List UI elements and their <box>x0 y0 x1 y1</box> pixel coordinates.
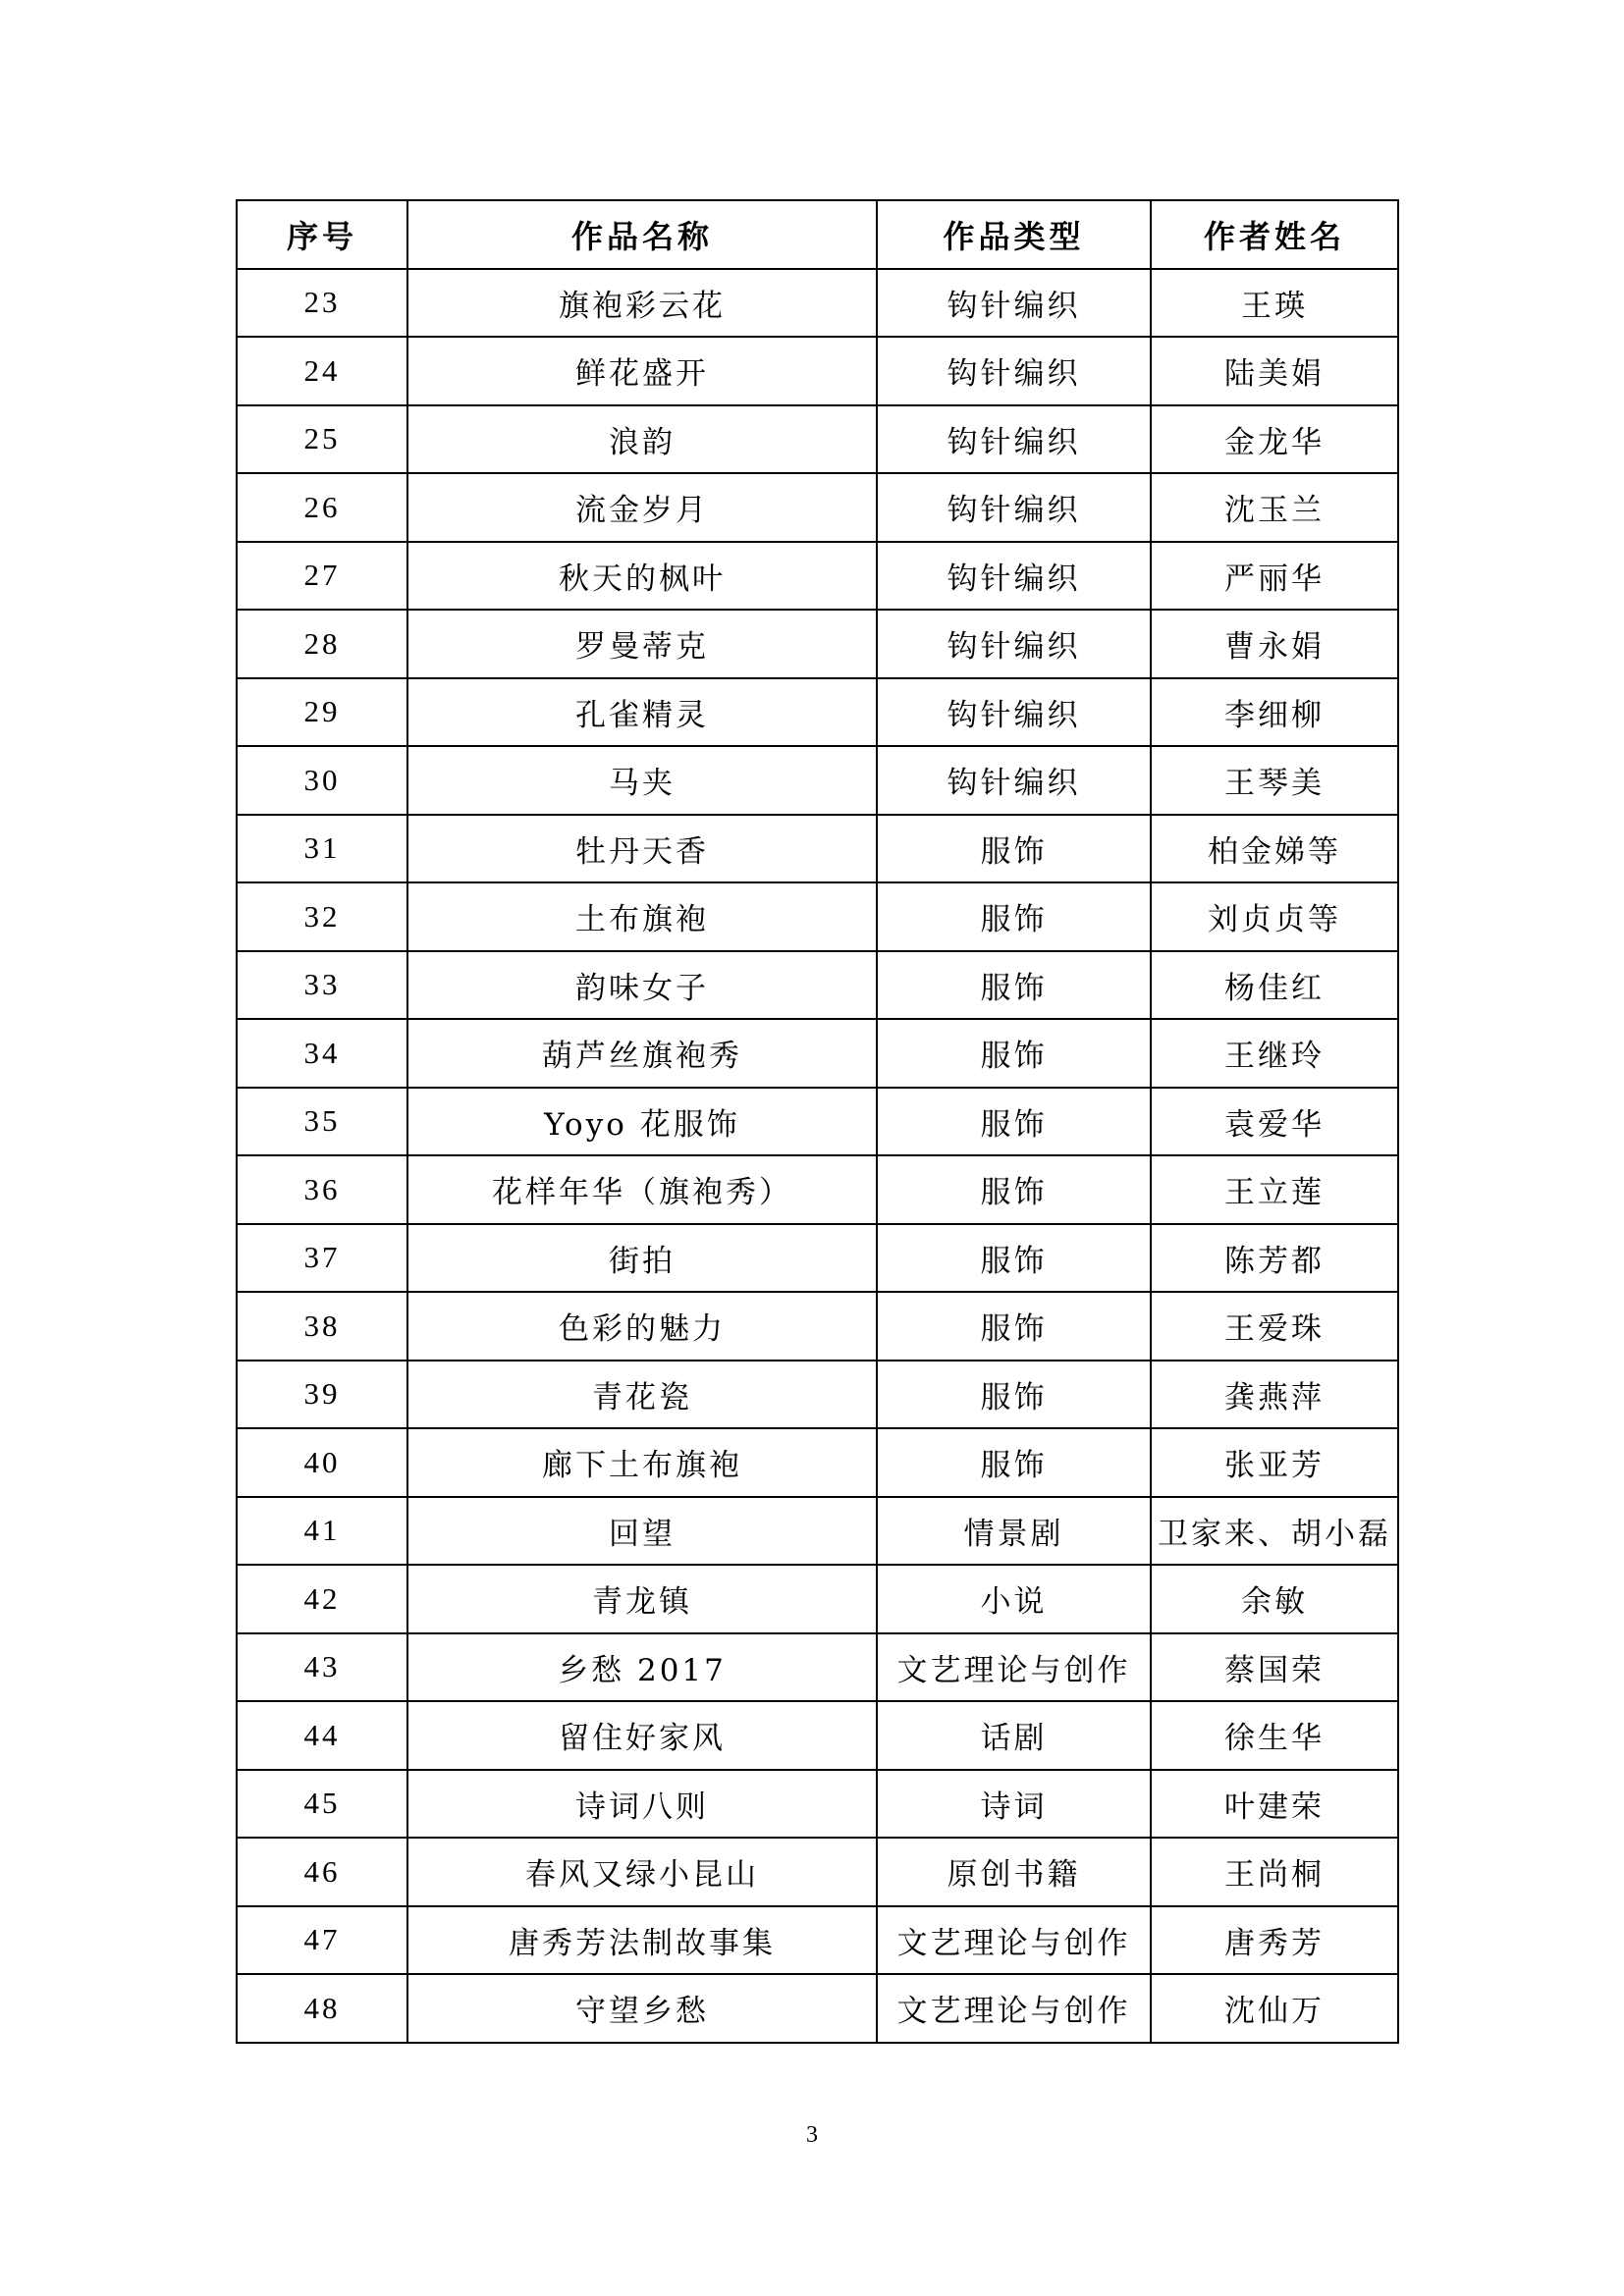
work-type-cell: 服饰 <box>877 1224 1151 1293</box>
work-title-cell: 葫芦丝旗袍秀 <box>407 1019 877 1088</box>
serial-number-cell: 32 <box>237 882 407 951</box>
work-type-cell: 服饰 <box>877 815 1151 883</box>
work-title-cell: 浪韵 <box>407 405 877 474</box>
serial-number-cell: 47 <box>237 1906 407 1975</box>
table-row <box>237 269 1398 338</box>
serial-number-cell: 35 <box>237 1088 407 1156</box>
work-title-cell: 青花瓷 <box>407 1361 877 1429</box>
work-type-cell: 诗词 <box>877 1770 1151 1839</box>
work-type-cell: 服饰 <box>877 1088 1151 1156</box>
table-row <box>237 1155 1398 1224</box>
author-name-cell: 袁爱华 <box>1151 1088 1398 1156</box>
work-type-cell: 文艺理论与创作 <box>877 1633 1151 1702</box>
serial-number-cell: 38 <box>237 1292 407 1361</box>
author-name-cell: 陆美娟 <box>1151 337 1398 405</box>
header-work-type: 作品类型 <box>877 200 1151 269</box>
serial-number-cell: 24 <box>237 337 407 405</box>
work-type-cell: 钩针编织 <box>877 678 1151 747</box>
work-type-cell: 钩针编织 <box>877 269 1151 338</box>
header-serial-number: 序号 <box>237 200 407 269</box>
work-title-cell: 色彩的魅力 <box>407 1292 877 1361</box>
author-name-cell: 王爱珠 <box>1151 1292 1398 1361</box>
table-row <box>237 473 1398 542</box>
work-type-cell: 钩针编织 <box>877 337 1151 405</box>
serial-number-cell: 26 <box>237 473 407 542</box>
author-name-cell: 金龙华 <box>1151 405 1398 474</box>
table-row <box>237 746 1398 815</box>
table-row <box>237 1292 1398 1361</box>
author-name-cell: 沈玉兰 <box>1151 473 1398 542</box>
table-row <box>237 1088 1398 1156</box>
work-title-cell: 守望乡愁 <box>407 1974 877 2043</box>
author-name-cell: 刘贞贞等 <box>1151 882 1398 951</box>
work-type-cell: 小说 <box>877 1565 1151 1633</box>
table-row <box>237 1838 1398 1906</box>
serial-number-cell: 39 <box>237 1361 407 1429</box>
serial-number-cell: 45 <box>237 1770 407 1839</box>
serial-number-cell: 37 <box>237 1224 407 1293</box>
work-type-cell: 服饰 <box>877 951 1151 1020</box>
work-type-cell: 服饰 <box>877 882 1151 951</box>
work-title-cell: 街拍 <box>407 1224 877 1293</box>
table-row <box>237 542 1398 611</box>
work-type-cell: 服饰 <box>877 1019 1151 1088</box>
author-name-cell: 张亚芳 <box>1151 1428 1398 1497</box>
author-name-cell: 沈仙万 <box>1151 1974 1398 2043</box>
work-type-cell: 原创书籍 <box>877 1838 1151 1906</box>
work-title-cell: 秋天的枫叶 <box>407 542 877 611</box>
table-row <box>237 1224 1398 1293</box>
serial-number-cell: 31 <box>237 815 407 883</box>
author-name-cell: 唐秀芳 <box>1151 1906 1398 1975</box>
table-row <box>237 1019 1398 1088</box>
author-name-cell: 蔡国荣 <box>1151 1633 1398 1702</box>
author-name-cell: 余敏 <box>1151 1565 1398 1633</box>
serial-number-cell: 41 <box>237 1497 407 1566</box>
table-row <box>237 405 1398 474</box>
work-type-cell: 钩针编织 <box>877 746 1151 815</box>
header-work-title: 作品名称 <box>407 200 877 269</box>
serial-number-cell: 23 <box>237 269 407 338</box>
work-type-cell: 钩针编织 <box>877 610 1151 678</box>
serial-number-cell: 27 <box>237 542 407 611</box>
author-name-cell: 杨佳红 <box>1151 951 1398 1020</box>
author-name-cell: 李细柳 <box>1151 678 1398 747</box>
serial-number-cell: 30 <box>237 746 407 815</box>
serial-number-cell: 48 <box>237 1974 407 2043</box>
serial-number-cell: 44 <box>237 1701 407 1770</box>
works-table <box>236 199 1399 2044</box>
work-title-cell: 乡愁 2017 <box>407 1633 877 1702</box>
table-row <box>237 1633 1398 1702</box>
work-title-cell: 孔雀精灵 <box>407 678 877 747</box>
work-title-cell: 唐秀芳法制故事集 <box>407 1906 877 1975</box>
work-type-cell: 服饰 <box>877 1361 1151 1429</box>
serial-number-cell: 28 <box>237 610 407 678</box>
table-row <box>237 1428 1398 1497</box>
work-title-cell: 马夹 <box>407 746 877 815</box>
table-row <box>237 1361 1398 1429</box>
work-type-cell: 文艺理论与创作 <box>877 1974 1151 2043</box>
serial-number-cell: 25 <box>237 405 407 474</box>
author-name-cell: 卫家来、胡小磊 <box>1151 1497 1398 1566</box>
table-row <box>237 610 1398 678</box>
table-row <box>237 1974 1398 2043</box>
work-type-cell: 服饰 <box>877 1292 1151 1361</box>
author-name-cell: 曹永娟 <box>1151 610 1398 678</box>
work-title-cell: 牡丹天香 <box>407 815 877 883</box>
work-title-cell: 青龙镇 <box>407 1565 877 1633</box>
author-name-cell: 柏金娣等 <box>1151 815 1398 883</box>
table-body <box>237 269 1398 2043</box>
author-name-cell: 徐生华 <box>1151 1701 1398 1770</box>
table-header-row <box>237 200 1398 269</box>
work-title-cell: 罗曼蒂克 <box>407 610 877 678</box>
author-name-cell: 王琴美 <box>1151 746 1398 815</box>
work-type-cell: 钩针编织 <box>877 473 1151 542</box>
serial-number-cell: 29 <box>237 678 407 747</box>
table-row <box>237 951 1398 1020</box>
header-author-name: 作者姓名 <box>1151 200 1398 269</box>
work-title-cell: 鲜花盛开 <box>407 337 877 405</box>
author-name-cell: 严丽华 <box>1151 542 1398 611</box>
page-number: 3 <box>806 2122 818 2148</box>
work-title-cell: 廊下土布旗袍 <box>407 1428 877 1497</box>
table-row <box>237 882 1398 951</box>
work-type-cell: 话剧 <box>877 1701 1151 1770</box>
serial-number-cell: 34 <box>237 1019 407 1088</box>
work-title-cell: 留住好家风 <box>407 1701 877 1770</box>
table-row <box>237 1701 1398 1770</box>
work-type-cell: 服饰 <box>877 1155 1151 1224</box>
table-row <box>237 1770 1398 1839</box>
author-name-cell: 王立莲 <box>1151 1155 1398 1224</box>
table-row <box>237 678 1398 747</box>
work-type-cell: 钩针编织 <box>877 405 1151 474</box>
author-name-cell: 叶建荣 <box>1151 1770 1398 1839</box>
author-name-cell: 王尚桐 <box>1151 1838 1398 1906</box>
serial-number-cell: 43 <box>237 1633 407 1702</box>
work-title-cell: 旗袍彩云花 <box>407 269 877 338</box>
author-name-cell: 王瑛 <box>1151 269 1398 338</box>
work-title-cell: 花样年华（旗袍秀） <box>407 1155 877 1224</box>
table-row <box>237 815 1398 883</box>
work-type-cell: 钩针编织 <box>877 542 1151 611</box>
serial-number-cell: 36 <box>237 1155 407 1224</box>
work-title-cell: 韵味女子 <box>407 951 877 1020</box>
table-row <box>237 1565 1398 1633</box>
author-name-cell: 陈芳都 <box>1151 1224 1398 1293</box>
table-row <box>237 1497 1398 1566</box>
serial-number-cell: 42 <box>237 1565 407 1633</box>
work-title-cell: 回望 <box>407 1497 877 1566</box>
work-title-cell: Yoyo 花服饰 <box>407 1088 877 1156</box>
work-type-cell: 服饰 <box>877 1428 1151 1497</box>
serial-number-cell: 40 <box>237 1428 407 1497</box>
author-name-cell: 龚燕萍 <box>1151 1361 1398 1429</box>
serial-number-cell: 33 <box>237 951 407 1020</box>
table-row <box>237 1906 1398 1975</box>
work-type-cell: 情景剧 <box>877 1497 1151 1566</box>
work-title-cell: 诗词八则 <box>407 1770 877 1839</box>
work-title-cell: 春风又绿小昆山 <box>407 1838 877 1906</box>
author-name-cell: 王继玲 <box>1151 1019 1398 1088</box>
work-type-cell: 文艺理论与创作 <box>877 1906 1151 1975</box>
serial-number-cell: 46 <box>237 1838 407 1906</box>
work-title-cell: 流金岁月 <box>407 473 877 542</box>
work-title-cell: 土布旗袍 <box>407 882 877 951</box>
table-row <box>237 337 1398 405</box>
